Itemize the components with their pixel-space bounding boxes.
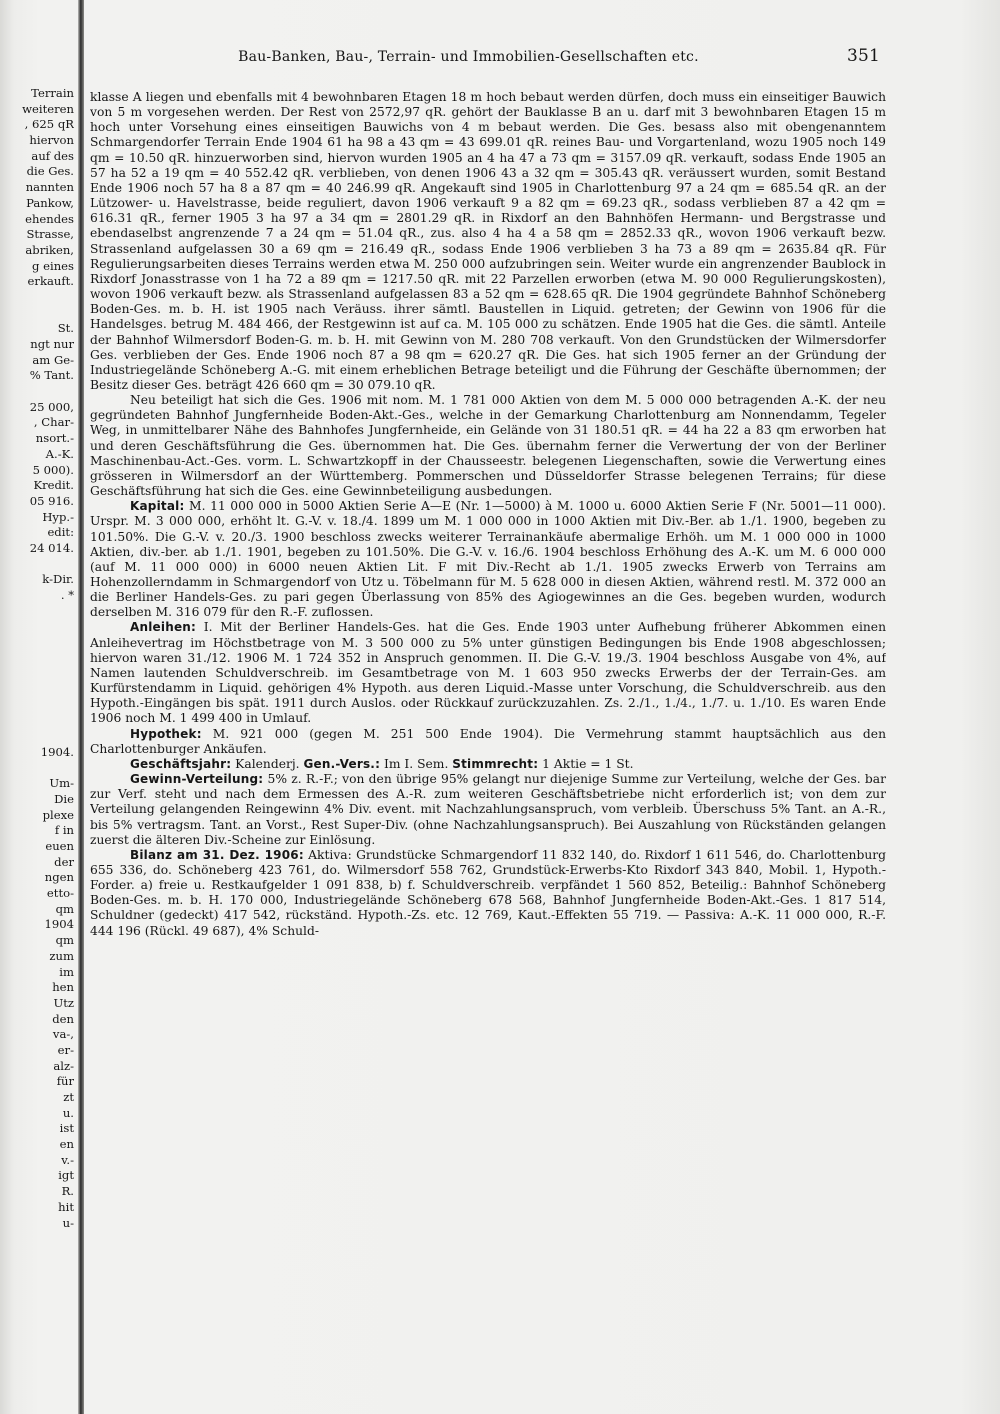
- margin-fragment: nsort.-: [35, 431, 74, 446]
- margin-fragment: etto-: [46, 886, 74, 901]
- margin-fragment: [0, 306, 74, 322]
- margin-fragment: [0, 290, 74, 306]
- margin-fragment: Terrain: [31, 86, 74, 100]
- margin-fragment: euen: [45, 839, 74, 853]
- label-hypothek: Hypothek:: [130, 726, 202, 741]
- margin-fragment: [0, 635, 74, 651]
- margin-fragment: am Ge-: [32, 352, 74, 367]
- margin-fragment: [0, 729, 74, 745]
- margin-fragment: v.-: [61, 1152, 74, 1167]
- margin-fragment: [0, 714, 74, 730]
- margin-fragment: im: [59, 964, 74, 979]
- adjacent-page-margin: [0, 86, 74, 1231]
- margin-fragment: auf des: [31, 148, 74, 163]
- margin-fragment: [0, 604, 74, 620]
- margin-fragment: % Tant.: [29, 368, 74, 383]
- margin-fragment: St.: [57, 321, 74, 336]
- margin-fragment: ngen: [44, 870, 74, 885]
- margin-fragment: f in: [54, 823, 74, 838]
- margin-fragment: 1904.: [40, 744, 74, 759]
- margin-fragment: ist: [59, 1121, 74, 1136]
- label-gewinn-verteilung: Gewinn-Verteilung:: [130, 772, 264, 787]
- paragraph-beteiligung: Neu beteiligt hat sich die Ges. 1906 mit nom. M. 1 781 000 Aktien von dem M. 5 000 000 betragenden A.-K. der neu gegründeten Bahnhof Jungfernheide Boden-Akt.-Ges., welche in der Gemarkung Charlottenburg am Nonnendamm, Tegeler Weg, in unmittelbarer Nähe des Bahnhofes Jungfernheide, ein Gelände von 31 180.51 qR. = 44 ha 22 a 83 qm erworben hat und deren Geschäftsführung die Ges. übernommen hat. Die Ges. übernahm ferner die Verwertung der von der Berliner Maschinenbau-Act.-Ges. vorm. L. Schwartzkopff in der Chausseestr. belegenen Liegenschaften, sowie die Verwertung eines grösseren in Wilmersdorf an der Württemberg. Pommerschen und Düsseldorfer Strasse belegenen Terrains; für diese Geschäftsführung hat sich die Ges. eine Gewinnbeteiligung ausbedungen.: [90, 393, 886, 499]
- margin-fragment: [0, 761, 74, 777]
- label-kapital: Kapital:: [130, 499, 185, 514]
- margin-fragment: weiteren: [22, 101, 74, 116]
- paragraph-bilanz: Bilanz am 31. Dez. 1906: Aktiva: Grundstücke Schmargendorf 11 832 140, do. Rixdorf 1 611 546, do. Charlottenburg 655 336, do. Schöneberg 423 761, do. Wilmersdorf 558 762, Grundstück-Erwerbs-Kto Rixdorf 343 840, Mobil. 1, Hypoth.-Forder. a) freie u. Restkaufgelder 1 091 838, b) f. Schuldverschreib. verpfändet 1 560 852, Beteilig.: Bahnhof Schöneberg Boden-Ges. m. b. H. 170 000, Industriegelände Schöneberg 678 568, Bahnhof Jungfernheide Boden-Akt.-Ges. 1 817 514, Schuldner (gedeckt) 417 542, rückständ. Hypoth.-Zs. etc. 12 769, Kaut.-Effekten 55 719. — Passiva: A.-K. 11 000 000, R.-F. 444 196 (Rückl. 49 687), 4% Schuld-: [90, 847, 886, 938]
- margin-fragment: Pankow,: [26, 195, 74, 210]
- running-header: [90, 46, 880, 66]
- margin-fragment: [0, 666, 74, 682]
- paragraph-gewinn-verteilung: Gewinn-Verteilung: 5% z. R.-F.; von den übrige 95% gelangt nur diejenige Summe zur Verteilung, welche der Ges. bar zur Verf. steht und nach dem Ermessen des A.-R. zum weiteren Geschäftsbetriebe nicht erforderlich ist; von dem zur Verteilung gelangenden Reingewinn 4% Div. event. mit Nachzahlungsanspruch, vom verbleib. Überschuss 5% Tant. an A.-R., bis 5% vertragsm. Tant. an Vorst., Rest Super-Div. (ohne Nachzahlungsanspruch). Bei Auszahlung von Rückständen gelangen zuerst die älteren Div.-Scheine zur Einlösung.: [90, 772, 886, 847]
- margin-fragment: für: [56, 1074, 74, 1089]
- margin-fragment: abriken,: [25, 242, 74, 257]
- margin-fragment: qm: [55, 933, 74, 948]
- margin-fragment: . *: [60, 588, 74, 602]
- margin-fragment: Um-: [49, 776, 74, 791]
- page-fold-shadow: [78, 0, 84, 1414]
- margin-fragment: den: [52, 1011, 74, 1026]
- margin-fragment: die Ges.: [26, 164, 74, 179]
- label-geschaeftsjahr: Geschäftsjahr:: [130, 756, 232, 771]
- label-gen-vers: Gen.-Vers.:: [303, 756, 381, 771]
- margin-fragment: 05 916.: [29, 493, 74, 508]
- margin-fragment: k-Dir.: [42, 572, 74, 587]
- margin-fragment: er-: [57, 1042, 74, 1057]
- margin-fragment: 25 000,: [29, 399, 74, 414]
- margin-fragment: , Char-: [33, 415, 74, 430]
- margin-fragment: Strasse,: [26, 227, 74, 242]
- margin-fragment: Die: [54, 791, 74, 806]
- margin-fragment: 24 014.: [29, 540, 74, 555]
- label-anleihen: Anleihen:: [130, 620, 197, 635]
- margin-fragment: ehendes: [25, 211, 74, 226]
- paragraph-terrain: klasse A liegen und ebenfalls mit 4 bewohnbaren Etagen 18 m hoch bebaut werden dürfen, doch muss ein einseitiger Bauwich von 5 m vorgesehen werden. Der Rest von 2572,97 qR. gehört der Bauklasse B an u. darf mit 3 bewohnbaren Etagen 15 m hoch unter Vorsehung eines einseitigen Bauwichs von 4 m bebaut werden. Die Ges. besass also mit obengenanntem Schmargendorfer Terrain Ende 1904 61 ha 98 a 43 qm = 43 699.01 qR. reines Bau- und Vorgartenland, wozu 1905 noch 149 qm = 10.50 qR. hinzuerworben sind, hiervon wurden 1905 an 4 ha 47 a 73 qm = 3157.09 qR. verkauft, sodass Ende 1905 an 57 ha 52 a 19 qm = 40 552.42 qR. verblieben, von denen 1906 43 a 32 qm = 305.43 qR. veräussert wurden, somit Bestand Ende 1906 noch 57 ha 8 a 87 qm = 40 246.99 qR. Angekauft sind 1905 in Charlottenburg 97 a 24 qm = 685.54 qR. an der Lützower- u. Havelstrasse, beide reguliert, davon 1906 verkauft 9 a 82 qm = 69.23 qR., sodass verblieben 87 a 42 qm = 616.31 qR., ferner 1905 3 ha 97 a 34 qm = 2801.29 qR. in Rixdorf an den Bahnhöfen Hermann- und Bergstrasse und ebendaselbst angrenzende 7 a 24 qm = 51.04 qR., zus. also 4 ha 4 a 58 qm = 2852.33 qR., wovon 1906 verkauft bezw. Strassenland aufgelassen 30 a 69 qm = 216.49 qR., sodass Ende 1906 verblieben 3 ha 73 a 89 qm = 2635.84 qR. Für Regulierungsarbeiten dieses Terrains werden etwa M. 250 000 aufzubringen sein. Weiter wurde ein angrenzender Baublock in Rixdorf Jonasstrasse von 1 ha 72 a 89 qm = 1217.50 qR. mit 22 Parzellen erworben (etwa M. 90 000 Regulierungskosten), wovon 1906 verkauft bezw. als Strassenland aufgelassen 83 a 52 qm = 628.65 qR. Die 1904 gegründete Bahnhof Schöneberg Boden-Ges. m. b. H. ist 1905 nach Veräuss. ihrer sämtl. Baustellen in Liquid. getreten; der Gewinn von 1906 für die Handelsges. betrug M. 484 466, der Restgewinn ist auf ca. M. 105 000 zu schätzen. Ende 1905 hat die Ges. die sämtl. Anteile der Bahnhof Wilmersdorf Boden-G. m. b. H. mit Gewinn von M. 280 708 verkauft. Von den Grundstücken der Wilmersdorfer Ges. verblieben der Ges. Ende 1906 noch 87 a 98 qm = 620.27 qR. Die Ges. hat sich 1905 ferner an der Gründung der Industriegelände Schöneberg A.-G. mit einem erheblichen Betrage beteiligt und die Führung der Geschäfte übernommen; der Besitz dieser Ges. beträgt 426 660 qm = 30 079.10 qR.: [90, 90, 886, 392]
- margin-fragment: [0, 619, 74, 635]
- margin-fragment: ngt nur: [30, 337, 74, 351]
- margin-fragment: [0, 557, 74, 573]
- label-stimmrecht: Stimmrecht:: [452, 756, 539, 771]
- margin-fragment: plexe: [42, 807, 74, 822]
- margin-fragment: Kredit.: [33, 478, 74, 493]
- margin-fragment: zum: [49, 948, 74, 963]
- margin-fragment: [0, 651, 74, 667]
- margin-fragment: der: [54, 854, 74, 869]
- body-text: [90, 90, 886, 1395]
- margin-fragment: A.-K.: [45, 446, 74, 461]
- margin-fragment: en: [59, 1137, 74, 1152]
- paragraph-anleihen: Anleihen: I. Mit der Berliner Handels-Ges. hat die Ges. Ende 1903 unter Aufhebung früherer Abkommen einen Anleihevertrag im Höchstbetrage von M. 3 500 000 zu 5% unter günstigen Bedingungen bis Ende 1908 abgeschlossen; hiervon waren 31./12. 1906 M. 1 724 352 in Anspruch genommen. II. Die G.-V. 19./3. 1904 beschloss Ausgabe von 4%, auf Namen lautenden Schuldverschreib. im Gesamtbetrage von M. 1 603 950 zwecks Erwerbs der der Terrain-Ges. am Kurfürstendamm in Liquid. gehörigen 4% Hypoth. aus deren Liquid.-Masse unter Vorschung, die Schuldverschreib. aus den Hypoth.-Eingängen bis spät. 1911 durch Auslos. oder Rückkauf zurückzuzahlen. Zs. 2./1., 1./4., 1./7. u. 1./10. Es waren Ende 1906 noch M. 1 499 400 in Umlauf.: [90, 620, 886, 726]
- margin-fragment: igt: [58, 1168, 74, 1183]
- margin-fragment: 1904: [44, 917, 74, 932]
- margin-fragment: 5 000).: [32, 462, 74, 477]
- margin-fragment: zt: [63, 1090, 74, 1104]
- margin-fragment: g eines: [32, 258, 74, 273]
- margin-fragment: R.: [61, 1184, 74, 1199]
- margin-fragment: qm: [55, 901, 74, 916]
- paragraph-hypothek: Hypothek: M. 921 000 (gegen M. 251 500 Ende 1904). Die Vermehrung stammt hauptsächlich aus den Charlottenburger Ankäufen.: [90, 726, 886, 756]
- margin-fragment: Hyp.-: [42, 509, 74, 524]
- margin-fragment: , 625 qR: [24, 117, 74, 132]
- header-title: Bau-Banken, Bau-, Terrain- und Immobilien-Gesellschaften etc.: [238, 49, 699, 65]
- margin-fragment: alz-: [53, 1058, 74, 1073]
- margin-fragment: nannten: [25, 180, 74, 195]
- margin-fragment: [0, 682, 74, 698]
- margin-fragment: Utz: [53, 995, 74, 1010]
- margin-fragment: u-: [62, 1215, 74, 1230]
- margin-fragment: va-,: [52, 1027, 74, 1042]
- label-bilanz: Bilanz am 31. Dez. 1906:: [130, 847, 304, 862]
- margin-fragment: [0, 698, 74, 714]
- margin-fragment: [0, 384, 74, 400]
- page-number: 351: [846, 46, 880, 66]
- margin-fragment: edit:: [47, 525, 74, 540]
- margin-fragment: hit: [58, 1199, 74, 1214]
- margin-fragment: erkauft.: [27, 274, 74, 289]
- margin-fragment: u.: [62, 1105, 74, 1120]
- paragraph-geschaeftsjahr: Geschäftsjahr: Kalenderj. Gen.-Vers.: Im I. Sem. Stimmrecht: 1 Aktie = 1 St.: [130, 756, 634, 771]
- margin-fragment: hen: [52, 980, 74, 995]
- margin-fragment: hiervon: [29, 133, 74, 148]
- paragraph-kapital: Kapital: M. 11 000 000 in 5000 Aktien Serie A—E (Nr. 1—5000) à M. 1000 u. 6000 Aktien Serie F (Nr. 5001—11 000). Urspr. M. 3 000 000, erhöht lt. G.-V. v. 18./4. 1899 um M. 1 000 000 in 1000 Aktien mit Div.-Ber. ab 1./1. 1900, begeben zu 101.50%. Die G.-V. v. 20./3. 1900 beschloss zwecks weiterer Terrainankäufe abermalige Erhöh. um M. 1 000 000 in 1000 Aktien, div.-ber. ab 1./1. 1901, begeben zu 101.50%. Die G.-V. v. 16./6. 1904 beschloss Erhöhung des A.-K. um M. 6 000 000 (auf M. 11 000 000) in 6000 neuen Aktien Lit. F mit Div.-Recht ab 1./1. 1905 zwecks Erwerb von Terrains am Hohenzollerndamm in Schmargendorf von Utz u. Töbelmann für M. 5 628 000 in diesen Aktien, während restl. M. 372 000 an die Berliner Handels-Ges. zu pari gegen Überlassung von 85% des Agiogewinnes an die Ges. begeben wurden, wodurch derselben M. 316 079 für den R.-F. zuflossen.: [90, 499, 886, 620]
